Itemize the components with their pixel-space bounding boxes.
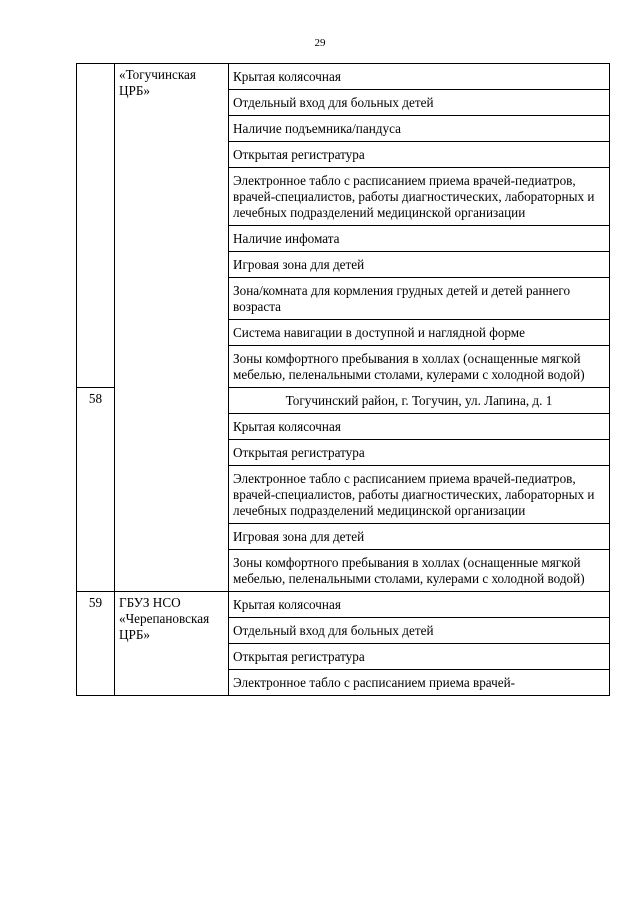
feature-cell: Зона/комната для кормления грудных детей и детей раннего возраста <box>229 278 610 320</box>
table-row <box>77 64 610 90</box>
organization-cell <box>115 592 229 696</box>
row-number-cell <box>77 64 115 388</box>
address: Тогучинский район, г. Тогучин, ул. Лапина, д. 1 <box>285 393 553 408</box>
feature-cell: Крытая колясочная <box>229 414 610 440</box>
feature-cell: Система навигации в доступной и наглядной форме <box>229 320 610 346</box>
table-row <box>77 592 610 618</box>
table-row <box>77 388 610 414</box>
address-cell <box>229 388 610 414</box>
organization-name: ГБУЗ НСО «Черепановская ЦРБ» <box>119 595 210 642</box>
feature-cell: Игровая зона для детей <box>229 524 610 550</box>
feature-cell: Зоны комфортного пребывания в холлах (оснащенные мягкой мебелью, пеленальными столами, кулерами с холодной водой) <box>229 550 610 592</box>
feature-cell: Крытая колясочная <box>229 64 610 90</box>
row-number-cell <box>77 388 115 592</box>
feature-cell: Открытая регистратура <box>229 644 610 670</box>
page-number: 29 <box>314 37 326 49</box>
feature-cell: Электронное табло с расписанием приема врачей-педиатров, врачей-специалистов, работы диагностических, лабораторных и лечебных подразделений медицинской организации <box>229 168 610 226</box>
row-number: 58 <box>88 391 103 406</box>
feature-cell: Электронное табло с расписанием приема врачей-педиатров, врачей-специалистов, работы диагностических, лабораторных и лечебных подразделений медицинской организации <box>229 466 610 524</box>
organization-name: «Тогучинская ЦРБ» <box>119 67 196 98</box>
row-number-cell <box>77 592 115 696</box>
organization-cell <box>115 388 229 592</box>
feature-cell: Наличие инфомата <box>229 226 610 252</box>
organization-cell <box>115 64 229 388</box>
feature-cell: Отдельный вход для больных детей <box>229 90 610 116</box>
feature-cell: Крытая колясочная <box>229 592 610 618</box>
feature-cell: Открытая регистратура <box>229 142 610 168</box>
feature-cell: Открытая регистратура <box>229 440 610 466</box>
feature-cell: Наличие подъемника/пандуса <box>229 116 610 142</box>
feature-cell: Игровая зона для детей <box>229 252 610 278</box>
feature-cell: Электронное табло с расписанием приема врачей- <box>229 670 610 696</box>
feature-cell: Отдельный вход для больных детей <box>229 618 610 644</box>
equipment-table <box>76 63 610 696</box>
feature-cell: Зоны комфортного пребывания в холлах (оснащенные мягкой мебелью, пеленальными столами, кулерами с холодной водой) <box>229 346 610 388</box>
row-number: 59 <box>88 595 103 610</box>
